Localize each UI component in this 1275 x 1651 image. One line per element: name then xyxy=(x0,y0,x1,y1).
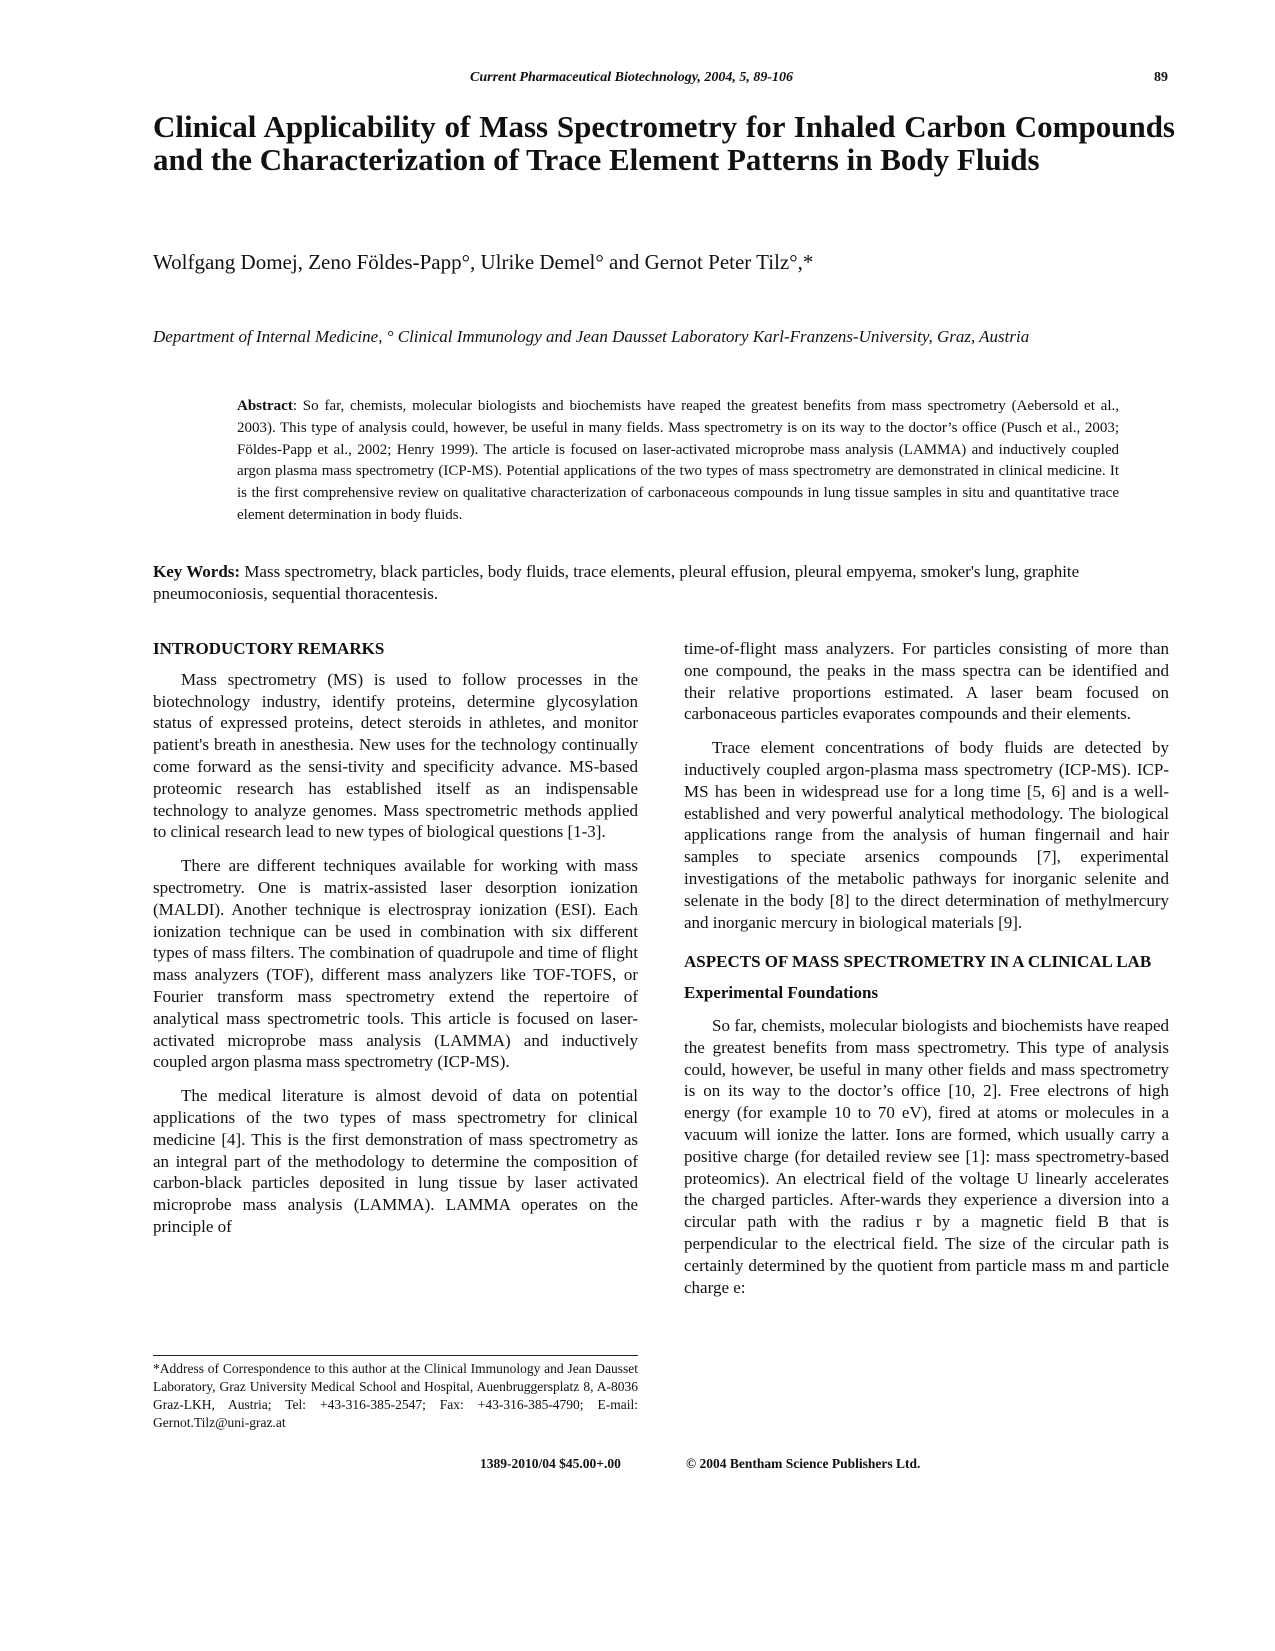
section-heading-aspects: ASPECTS OF MASS SPECTROMETRY IN A CLINICAL LAB xyxy=(684,952,1152,972)
affiliation: Department of Internal Medicine, ° Clinical Immunology and Jean Dausset Laboratory Karl-Franzens-University, Graz, Austria xyxy=(153,327,1030,346)
body-paragraph: The medical literature is almost devoid of data on potential applications of the two types of mass spectrometry for clinical medicine [4]. This is the first demonstration of mass spectrometry as an integral part of the methodology to determine the composition of carbon-black particles deposited in lung tissue by laser activated microprobe mass analysis (LAMMA). LAMMA operates on the principle of xyxy=(153,1086,638,1236)
body-paragraph: So far, chemists, molecular biologists and biochemists have reaped the greatest benefits from mass spectrometry. This type of analysis could, however, be useful in many other fields and mass spectrometry is on its way to the doctor’s office [10, 2]. Free electrons of high energy (for example 10 to 70 eV), fired at atoms or molecules in a vacuum will ionize the latter. Ions are formed, which usually carry a positive charge (for detailed review see [1]: mass spectrometry-based proteomics). An electrical field of the voltage U linearly accelerates the charged particles. After-wards they experience a diversion into a circular path with the radius r by a magnetic field B that is perpendicular to the electrical field. The size of the circular path is certainly determined by the quotient from particle mass m and particle charge e: xyxy=(684,1015,1169,1297)
keywords-label: Key Words: xyxy=(153,562,241,581)
keywords-text: Mass spectrometry, black particles, body fluids, trace elements, pleural effusion, pleural empyema, smoker's lung, graphite pneumoconiosis, sequential thoracentesis. xyxy=(153,562,1080,603)
right-column xyxy=(684,638,1169,1310)
journal-citation: Current Pharmaceutical Biotechnology, 2004, 5, 89-106 xyxy=(470,70,794,85)
abstract xyxy=(237,396,1119,527)
left-column xyxy=(153,638,638,1250)
body-paragraph: Mass spectrometry (MS) is used to follow processes in the biotechnology industry, identify proteins, determine glycosylation status of expressed proteins, detect steroids in athletes, and monitor patient's breath in anesthesia. New uses for the technology continually come forward as the sensi-tivity and specificity advance. MS-based proteomic research has established itself as an indispensable technology to analyze genomes. Mass spectrometric methods applied to clinical research lead to new types of biological questions [1-3]. xyxy=(153,669,638,842)
abstract-label: Abstract xyxy=(237,398,293,414)
page-number: 89 xyxy=(1154,70,1168,85)
body-paragraph: Trace element concentrations of body fluids are detected by inductively coupled argon-plasma mass spectrometry (ICP-MS). ICP-MS has been in widespread use for a long time [5, 6] and is a well-established and very powerful analytical methodology. The biological applications range from the analysis of human fingernail and hair samples to speciate arsenics compounds [7], experimental investigations of the metabolic pathways for inorganic selenite and selenate in the body [8] to the direct determination of methylmercury and inorganic mercury in biological materials [9]. xyxy=(684,738,1169,932)
authors: Wolfgang Domej, Zeno Földes-Papp°, Ulrike Demel° and Gernot Peter Tilz°,* xyxy=(153,250,814,274)
correspondence-footnote: *Address of Correspondence to this author at the Clinical Immunology and Jean Dausset Laboratory, Graz University Medical School and Hospital, Auenbruggersplatz 8, A-8036 Graz-LKH, Austria; Tel: +43-316-385-2547; Fax: +43-316-385-4790; E-mail: Gernot.Tilz@uni-graz.at xyxy=(153,1361,638,1430)
article-title: Clinical Applicability of Mass Spectrometry for Inhaled Carbon Compounds and the Characterization of Trace Element Patterns in Body Fluids xyxy=(153,109,1175,177)
issn-price: 1389-2010/04 $45.00+.00 xyxy=(480,1456,621,1471)
section-heading-introductory-remarks: INTRODUCTORY REMARKS xyxy=(153,639,385,658)
body-paragraph: There are different techniques available for working with mass spectrometry. One is matrix-assisted laser desorption ionization (MALDI). Another technique is electrospray ionization (ESI). Each ionization technique can be used in combination with six different types of mass filters. The combination of quadrupole and time of flight mass analyzers (TOF), different mass analyzers like TOF-TOFS, or Fourier transform mass spectrometry extend the repertoire of analytical mass spectrometric tools. This article is focused on laser-activated microprobe mass analysis (LAMMA) and inductively coupled argon plasma mass spectrometry (ICP-MS). xyxy=(153,856,638,1072)
body-paragraph: time-of-flight mass analyzers. For particles consisting of more than one compound, the peaks in the mass spectra can be identified and their relative proportions estimated. A laser beam focused on carbonaceous particles evaporates compounds and their elements. xyxy=(684,639,1169,724)
keywords xyxy=(153,561,1175,604)
abstract-text: : So far, chemists, molecular biologists and biochemists have reaped the greatest benefits from mass spectrometry (Aebersold et al., 2003). This type of analysis could, however, be useful in many fields. Mass spectrometry is on its way to the doctor’s office (Pusch et al., 2003; Földes-Papp et al., 2002; Henry 1999). The article is focused on laser-activated microprobe mass analysis (LAMMA) and inductively coupled argon plasma mass spectrometry (ICP-MS). Potential applications of the two types of mass spectrometry are demonstrated in clinical medicine. It is the first comprehensive review on qualitative characterization of carbonaceous compounds in lung tissue samples in situ and quantitative trace element determination in body fluids. xyxy=(237,398,1119,523)
copyright: © 2004 Bentham Science Publishers Ltd. xyxy=(686,1456,921,1471)
subsection-heading-experimental-foundations: Experimental Foundations xyxy=(684,983,879,1003)
footnote-divider xyxy=(153,1355,638,1356)
